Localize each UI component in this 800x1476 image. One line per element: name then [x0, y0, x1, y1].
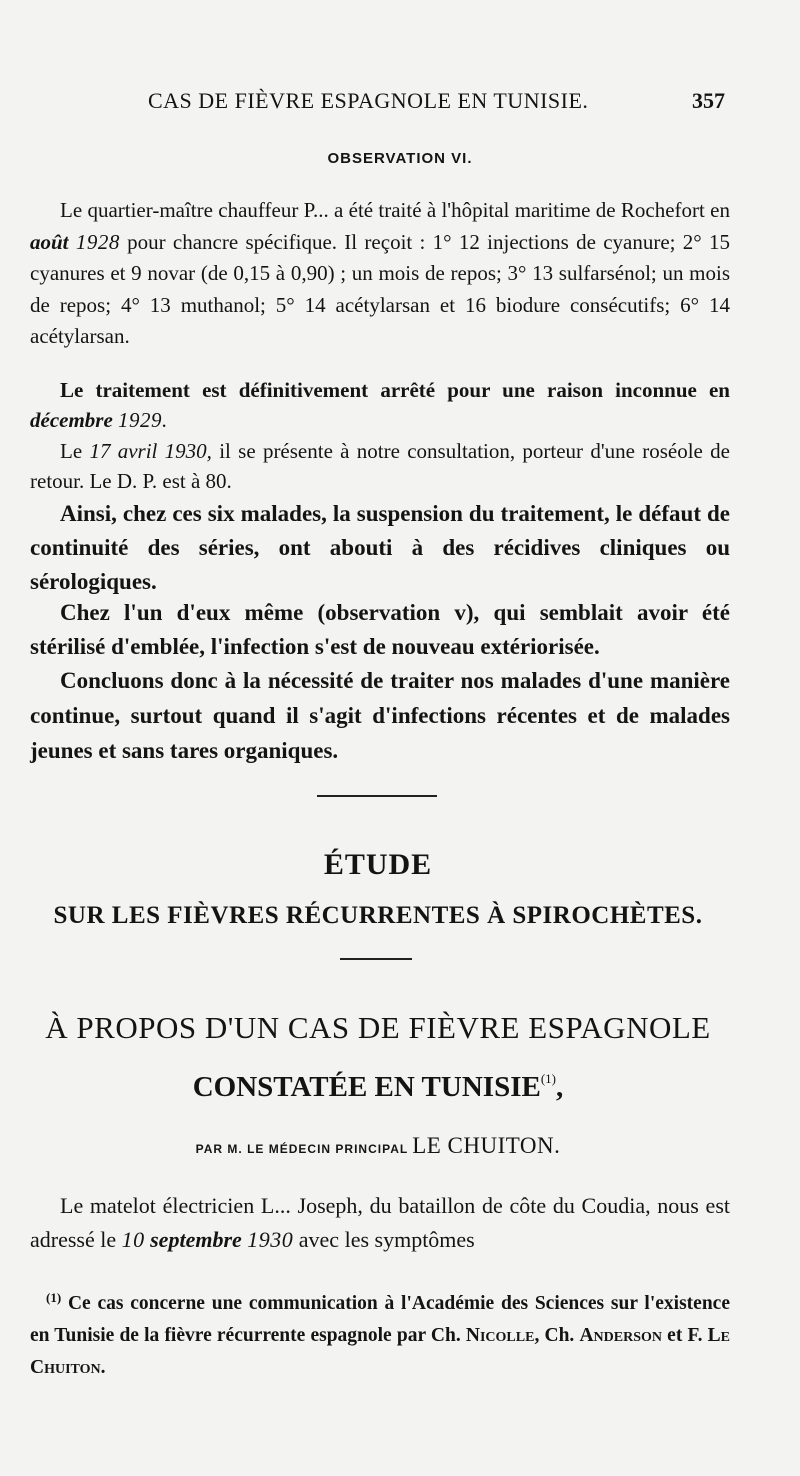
text-run: Le quartier-maître chauffeur P... a été traité à l'hôpital maritime de Rochefort en: [60, 198, 730, 222]
article-body-paragraph: [30, 1189, 730, 1257]
footnote-reference: (1): [540, 1071, 557, 1086]
footnote: [30, 1282, 730, 1384]
running-title: CAS DE FIÈVRE ESPAGNOLE EN TUNISIE.: [148, 88, 589, 113]
author-name: Nicolle: [465, 1325, 535, 1346]
title-divider: [340, 958, 412, 960]
article-subtitle: SUR LES FIÈVRES RÉCURRENTES À SPIROCHÈTES.: [53, 902, 703, 929]
author-name: Anderson: [579, 1325, 662, 1346]
text-run: et F.: [662, 1325, 708, 1346]
footnote-mark: (1): [46, 1290, 62, 1305]
conclusion-paragraph-1: Ainsi, chez ces six malades, la suspension du traitement, le défaut de continuité des séries, ont abouti à des récidives cliniques ou sérologiques.: [30, 501, 730, 594]
date-month: septembre: [150, 1227, 242, 1252]
date: 17 avril 1930,: [89, 439, 212, 463]
article-heading-line-1: À PROPOS D'UN CAS DE FIÈVRE ESPAGNOLE: [45, 1010, 711, 1045]
section-divider: [317, 795, 437, 797]
text-run: il se présente à notre consultation, porteur d'une roséole de retour. Le D. P. est à 80.: [30, 439, 730, 493]
text-run: Le matelot électricien L... Joseph, du bataillon de côte du Coudia, nous est adressé le: [30, 1193, 730, 1252]
byline-author: LE CHUITON.: [412, 1133, 561, 1158]
date-month: août: [30, 229, 69, 254]
heading-punctuation: ,: [556, 1071, 564, 1103]
date-year: 1928: [75, 229, 120, 254]
byline: [0, 1133, 756, 1159]
text-run: Le: [60, 439, 90, 463]
heading-text: CONSTATÉE EN TUNISIE: [192, 1071, 541, 1103]
observation-paragraph-1: [30, 195, 730, 353]
page-number: 357: [692, 88, 725, 113]
author-name: Le Chuiton: [30, 1325, 730, 1378]
text-run: pour chancre spécifique. Il reçoit : 1° 12 injections de cyanure; 2° 15 cyanures et 9 novar (de 0,15 à 0,90) ; un mois de repos; 3° 13 sulfarsénol; un mois de repos; 4° 13 muthanol; 5° 14 acétylarsan et 16 biodure consécutifs; 6° 14 acétylarsan.: [30, 229, 730, 348]
article-heading-line-2: [0, 1071, 756, 1104]
byline-prefix: PAR M. LE MÉDECIN PRINCIPAL: [195, 1142, 409, 1156]
date-year: 1930: [247, 1227, 294, 1252]
conclusion-paragraph-2: Chez l'un d'eux même (observation v), qui semblait avoir été stérilisé d'emblée, l'infection s'est de nouveau extériorisée.: [30, 600, 730, 659]
text-run: , Ch.: [534, 1325, 580, 1346]
date-year: 1929.: [118, 408, 168, 432]
text-run: .: [100, 1357, 106, 1378]
observation-heading: OBSERVATION VI.: [327, 150, 473, 167]
observation-paragraph-3: [30, 436, 730, 496]
conclusion-paragraph-3: Concluons donc à la nécessité de traiter nos malades d'une manière continue, surtout quand il s'agit d'infections récentes et de malades jeunes et sans tares organiques.: [30, 668, 730, 763]
text-run: Ce cas concerne une communication à l'Académie des Sciences sur l'existence en Tunisie de la fièvre récurrente espagnole par Ch.: [30, 1293, 730, 1346]
date-day: 10: [121, 1227, 145, 1252]
text-run: avec les symptômes: [293, 1227, 475, 1252]
article-title: ÉTUDE: [323, 848, 433, 881]
text-run: Le traitement est définitivement arrêté pour une raison inconnue en: [60, 378, 730, 402]
observation-paragraph-2: [30, 375, 730, 435]
date-month: décembre: [30, 408, 113, 432]
